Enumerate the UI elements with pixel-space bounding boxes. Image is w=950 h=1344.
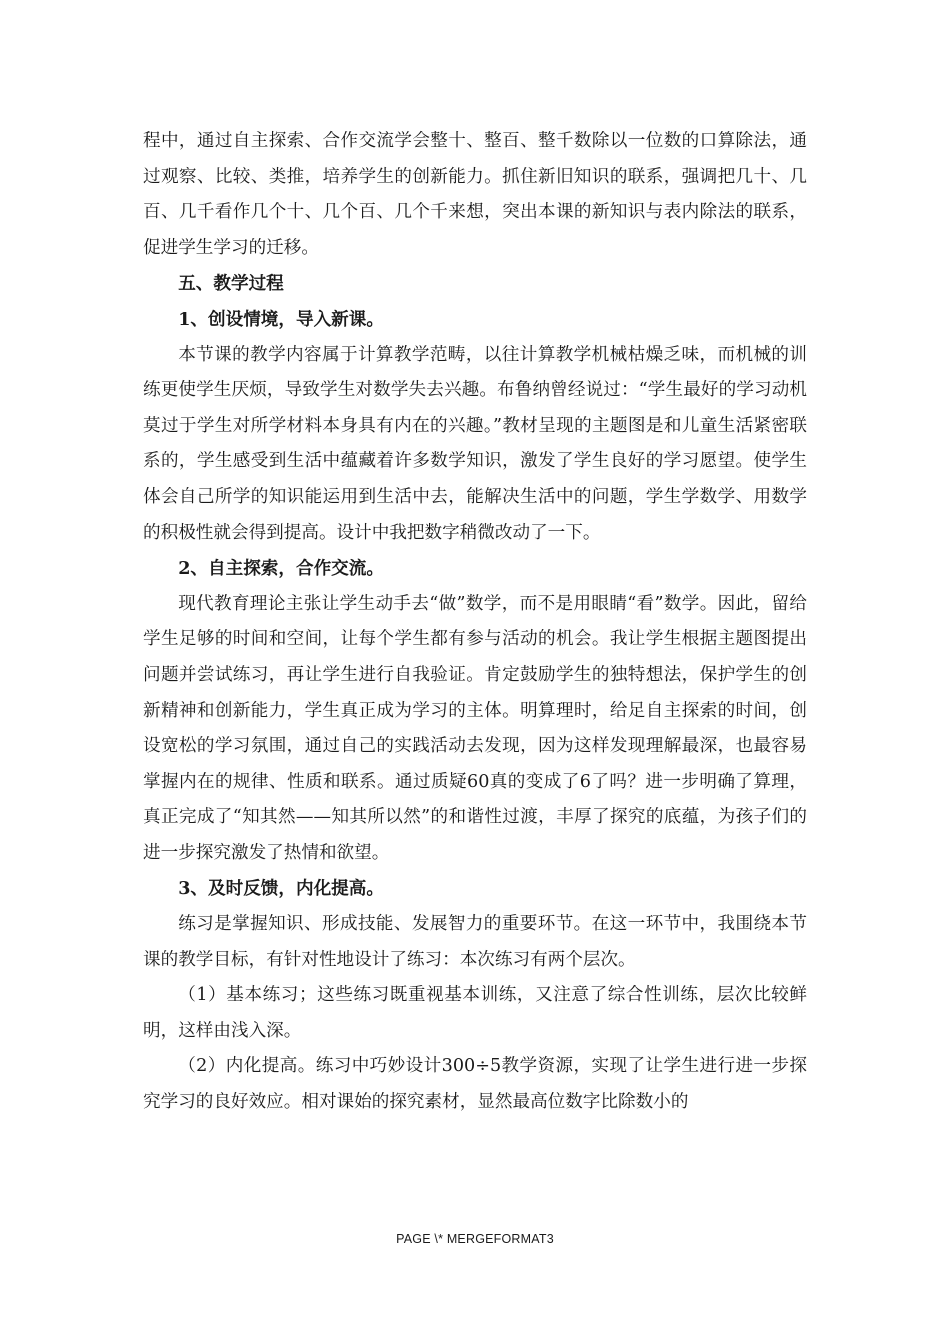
paragraph-independent-exploration: 现代教育理论主张让学生动手去“做”数学，而不是用眼睛“看”数学。因此，留给学生足够的时间和空间，让每个学生都有参与活动的机会。我让学生根据主题图提出问题并尝试练习，再让学生进行自我验证。肯定鼓励学生的独特想法，保护学生的创新精神和创新能力，学生真正成为学习的主体。明算理时，给足自主探索的时间，创设宽松的学习氛围，通过自己的实践活动去发现，因为这样发现理解最深，也最容易掌握内在的规律、性质和联系。通过质疑60真的变成了6了吗？进一步明确了算理，真正完成了“知其然——知其所以然”的和谐性过渡，丰厚了探究的底蕴，为孩子们的进一步探究激发了热情和欲望。 [143,593,807,863]
paragraph-continuation: 程中，通过自主探索、合作交流学会整十、整百、整千数除以一位数的口算除法，通过观察、比较、类推，培养学生的创新能力。抓住新旧知识的联系，强调把几十、几百、几千看作几个十、几个百、几个千来想，突出本课的新知识与表内除法的联系，促进学生学习的迁移。 [143,131,807,258]
paragraph-practice-intro: 练习是掌握知识、形成技能、发展智力的重要环节。在这一环节中，我围绕本节课的教学目标，有针对性地设计了练习：本次练习有两个层次。 [143,914,807,970]
paragraph-internalize: （2）内化提高。练习中巧妙设计300÷5教学资源，实现了让学生进行进一步探究学习的良好效应。相对课始的探究素材，显然最高位数字比除数小的 [143,1056,807,1113]
document-body [143,124,807,1121]
subheading-create-situation: 1、创设情境，导入新课。 [178,308,384,330]
paragraph-basic-practice: （1）基本练习；这些练习既重视基本训练，又注意了综合性训练，层次比较鲜明，这样由浅入深。 [143,985,807,1041]
subheading-timely-feedback: 3、及时反馈，内化提高。 [178,878,384,900]
section-heading-teaching-process: 五、教学过程 [178,273,284,295]
subheading-independent-exploration: 2、自主探索，合作交流。 [178,558,384,580]
page-footer: PAGE \* MERGEFORMAT3 [396,1232,554,1246]
paragraph-create-situation: 本节课的教学内容属于计算教学范畴，以往计算教学机械枯燥乏味，而机械的训练更使学生厌烦，导致学生对数学失去兴趣。布鲁纳曾经说过：“学生最好的学习动机莫过于学生对所学材料本身具有内在的兴趣。”教材呈现的主题图是和儿童生活紧密联系的，学生感受到生活中蕴藏着许多数学知识，激发了学生良好的学习愿望。使学生体会自己所学的知识能运用到生活中去，能解决生活中的问题，学生学数学、用数学的积极性就会得到提高。设计中我把数字稍微改动了一下。 [143,344,807,543]
